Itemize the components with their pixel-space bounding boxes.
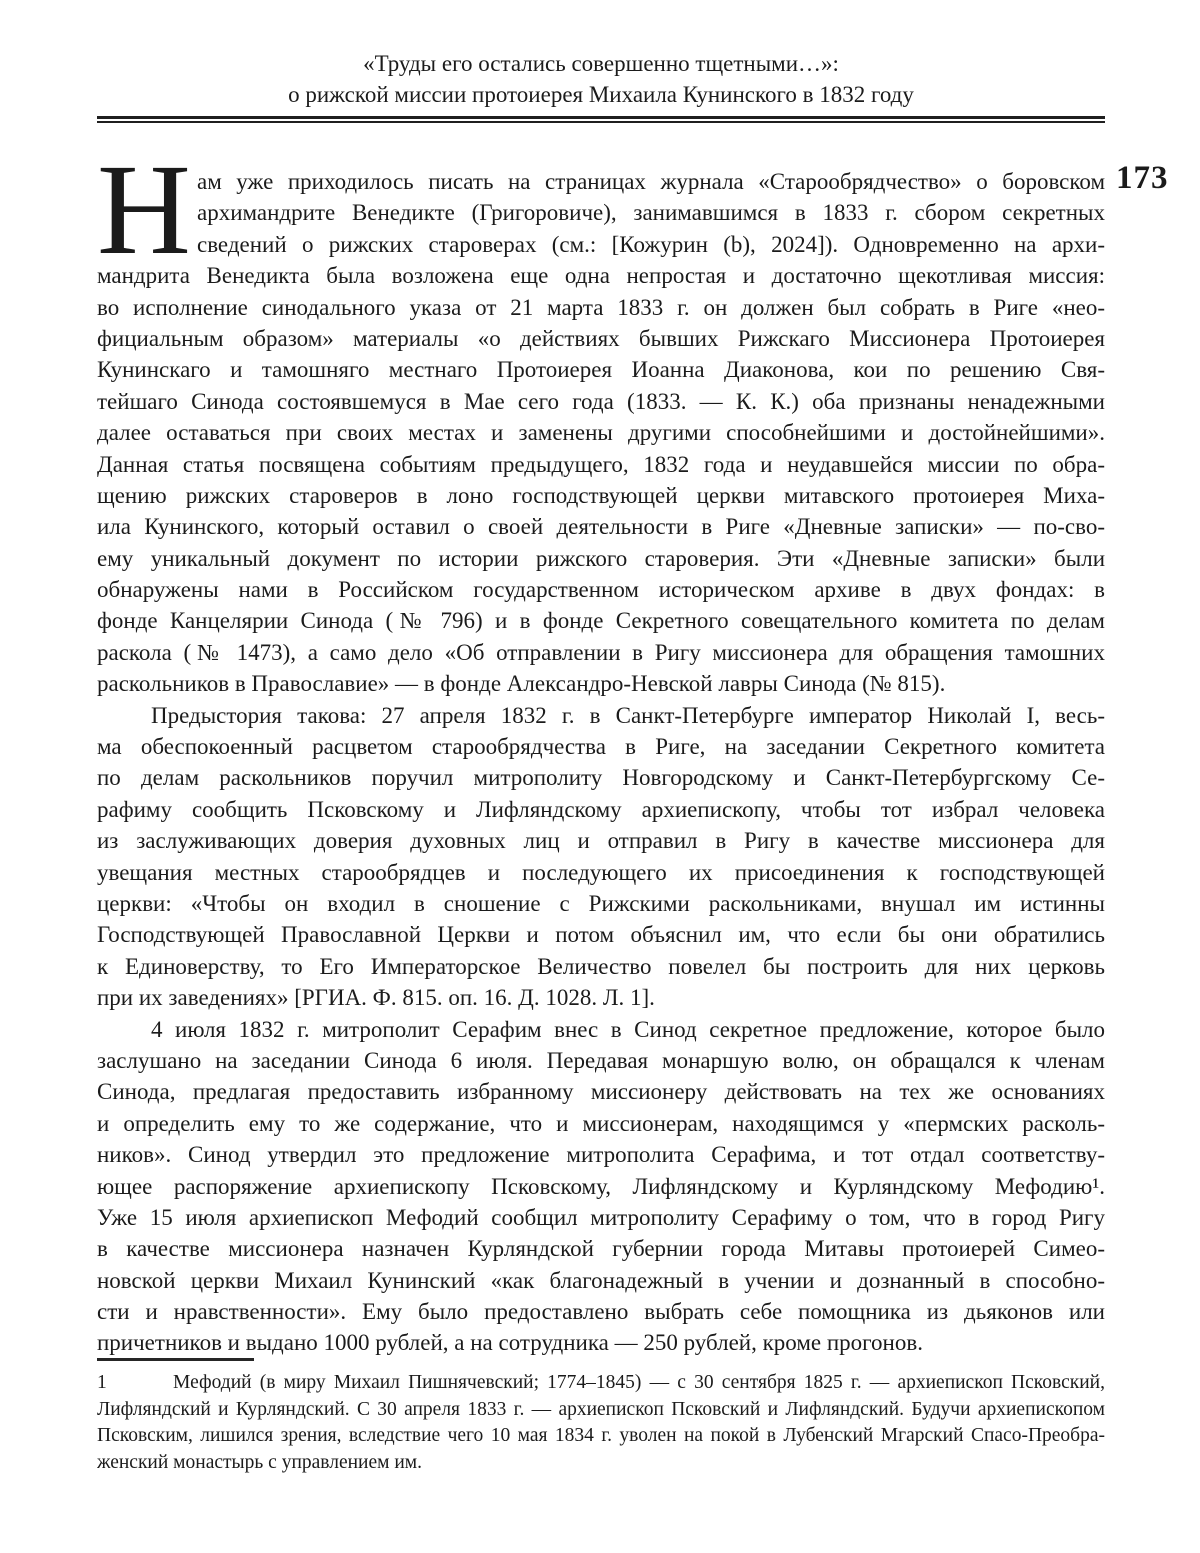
text-line: ему уникальный документ по истории рижского староверия. Эти «Дневные записки» были: [97, 545, 1105, 571]
paragraph: [97, 700, 1105, 1014]
text-line: заслушано на заседании Синода 6 июля. Передавая монаршую волю, он обращался к членам: [97, 1047, 1105, 1073]
text-line: ников». Синод утвердил это предложение митрополита Серафима, и тот отдал соответству-: [97, 1142, 1105, 1168]
article-title-line1: «Труды его остались совершенно тщетными…»:: [363, 51, 839, 76]
text-line: ила Кунинского, который оставил о своей деятельности в Риге «Дневные записки» — по-сво-: [97, 514, 1105, 540]
text-line: сти и нравственности». Ему было предоставлено выбрать себе помощника из дьяконов или: [97, 1299, 1105, 1325]
text-line: ам уже приходилось писать на страницах журнала «Старообрядчество» о боровском: [197, 169, 1105, 194]
text-line: церкви: «Чтобы он входил в сношение с Рижскими раскольниками, внушал им истинны: [97, 890, 1105, 916]
footnote-line: женский монастырь с управлением им.: [97, 1451, 423, 1473]
footnote-line: 1 Мефодий (в миру Михаил Пишнячевский; 1774–1845) — с 30 сентября 1825 г. — архиепископ Псковский,: [97, 1370, 1105, 1397]
footnote-marker: 1: [97, 1372, 107, 1393]
text-line: новской церкви Михаил Кунинский «как благонадежный в учении и дознанный в способно-: [97, 1267, 1105, 1293]
text-line: в качестве миссионера назначен Курляндской губернии города Митавы протоиерей Симео-: [97, 1236, 1105, 1262]
text-line: причетников и выдано 1000 рублей, а на сотрудника — 250 рублей, кроме прогонов.: [97, 1330, 923, 1356]
text-line: во исполнение синодального указа от 21 марта 1833 г. он должен был собрать в Риге «нео-: [97, 294, 1105, 320]
footnote: [97, 1370, 1105, 1476]
text-line: 4 июля 1832 г. митрополит Серафим внес в Синод секретное предложение, которое было: [151, 1016, 1105, 1042]
text-line: обнаружены нами в Российском государственном историческом архиве в двух фондах: в: [97, 577, 1105, 603]
text-line: Предыстория такова: 27 апреля 1832 г. в Санкт-Петербурге император Николай I, весь-: [151, 702, 1105, 728]
text-line: фициальным образом» материалы «о действиях бывших Рижскаго Миссионера Протоиерея: [97, 325, 1105, 351]
text-line: щению рижских староверов в лоно господствующей церкви митавского протоиерея Миха-: [97, 482, 1105, 508]
footnote-line: Лифляндский и Курляндский. С 30 апреля 1833 г. — архиепископ Псковский и Лифляндский. Будучи архиепископом: [97, 1398, 1105, 1420]
article-title-line2: о рижской миссии протоиерея Михаила Кунинского в 1832 году: [288, 82, 914, 107]
text-line: к Единоверству, то Его Императорское Величество повелел бы построить для них церковь: [97, 953, 1105, 979]
drop-cap: Н: [97, 138, 191, 282]
text-line: при их заведениях» [РГИА. Ф. 815. оп. 16. Д. 1028. Л. 1].: [97, 985, 655, 1011]
article-body: [97, 138, 1105, 1359]
page-number: 173: [1116, 160, 1169, 196]
footnote-line: Псковским, лишился зрения, вследствие чего 10 мая 1834 г. уволен на покой в Лубенский Мгарский Спасо-Преобра-: [97, 1425, 1105, 1446]
text-line: тейшаго Синода состоявшемуся в Мае сего года (1833. — К. К.) оба признаны ненадежными: [97, 388, 1105, 414]
text-line: фонде Канцелярии Синода (№ 796) и в фонде Секретного совещательного комитета по делам: [97, 608, 1105, 634]
footnote-rule: [97, 1358, 254, 1361]
text-line: ма обеспокоенный расцветом старообрядчества в Риге, на заседании Секретного комитета: [97, 734, 1105, 760]
text-line: архимандрите Венедикте (Григоровиче), занимавшимся в 1833 г. сбором секретных: [197, 200, 1105, 226]
text-line: мандрита Венедикта была возложена еще одна непростая и достаточно щекотливая миссия:: [97, 263, 1105, 289]
header-rule: [97, 116, 1105, 123]
text-line: рафиму сообщить Псковскому и Лифляндскому архиепископу, чтобы тот избрал человека: [97, 796, 1105, 822]
paragraph: [97, 1014, 1105, 1359]
text-line: Уже 15 июля архиепископ Мефодий сообщил митрополиту Серафиму о том, что в город Ригу: [97, 1204, 1105, 1230]
text-line: Кунинскаго и тамошняго местнаго Протоиерея Иоанна Диаконова, кои по решению Свя-: [97, 357, 1105, 383]
text-line: увещания местных старообрядцев и последующего их присоединения к господствующей: [97, 859, 1105, 885]
article-title: [97, 48, 1105, 110]
text-line: из заслуживающих доверия духовных лиц и отправил в Ригу в качестве миссионера для: [97, 828, 1105, 854]
text-line: далее оставаться при своих местах и заменены другими способнейшими и достойнейшими».: [97, 420, 1105, 446]
text-line: сведений о рижских староверах (см.: [Кожурин (b), 2024]). Одновременно на архи-: [197, 231, 1105, 257]
text-line: Синода, предлагая предоставить избранному миссионеру действовать на тех же основаниях: [97, 1079, 1105, 1105]
text-line: Данная статья посвящена событиям предыдущего, 1832 года и неудавшейся миссии по обра-: [97, 451, 1105, 477]
paragraph: [97, 138, 1105, 700]
text-line: Господствующей Православной Церкви и потом объяснил им, что если бы они обратились: [97, 922, 1105, 948]
text-line: раскольников в Православие» — в фонде Александро-Невской лавры Синода (№ 815).: [97, 671, 946, 697]
text-line: и определить ему то же содержание, что и миссионерам, находящимся у «пермских расколь-: [97, 1110, 1105, 1136]
text-line: раскола (№ 1473), а само дело «Об отправлении в Ригу миссионера для обращения тамошних: [97, 639, 1105, 665]
text-line: ющее распоряжение архиепископу Псковскому, Лифляндскому и Курляндскому Мефодию¹.: [97, 1173, 1105, 1199]
text-line: по делам раскольников поручил митрополиту Новгородскому и Санкт-Петербургскому Се-: [97, 765, 1105, 791]
